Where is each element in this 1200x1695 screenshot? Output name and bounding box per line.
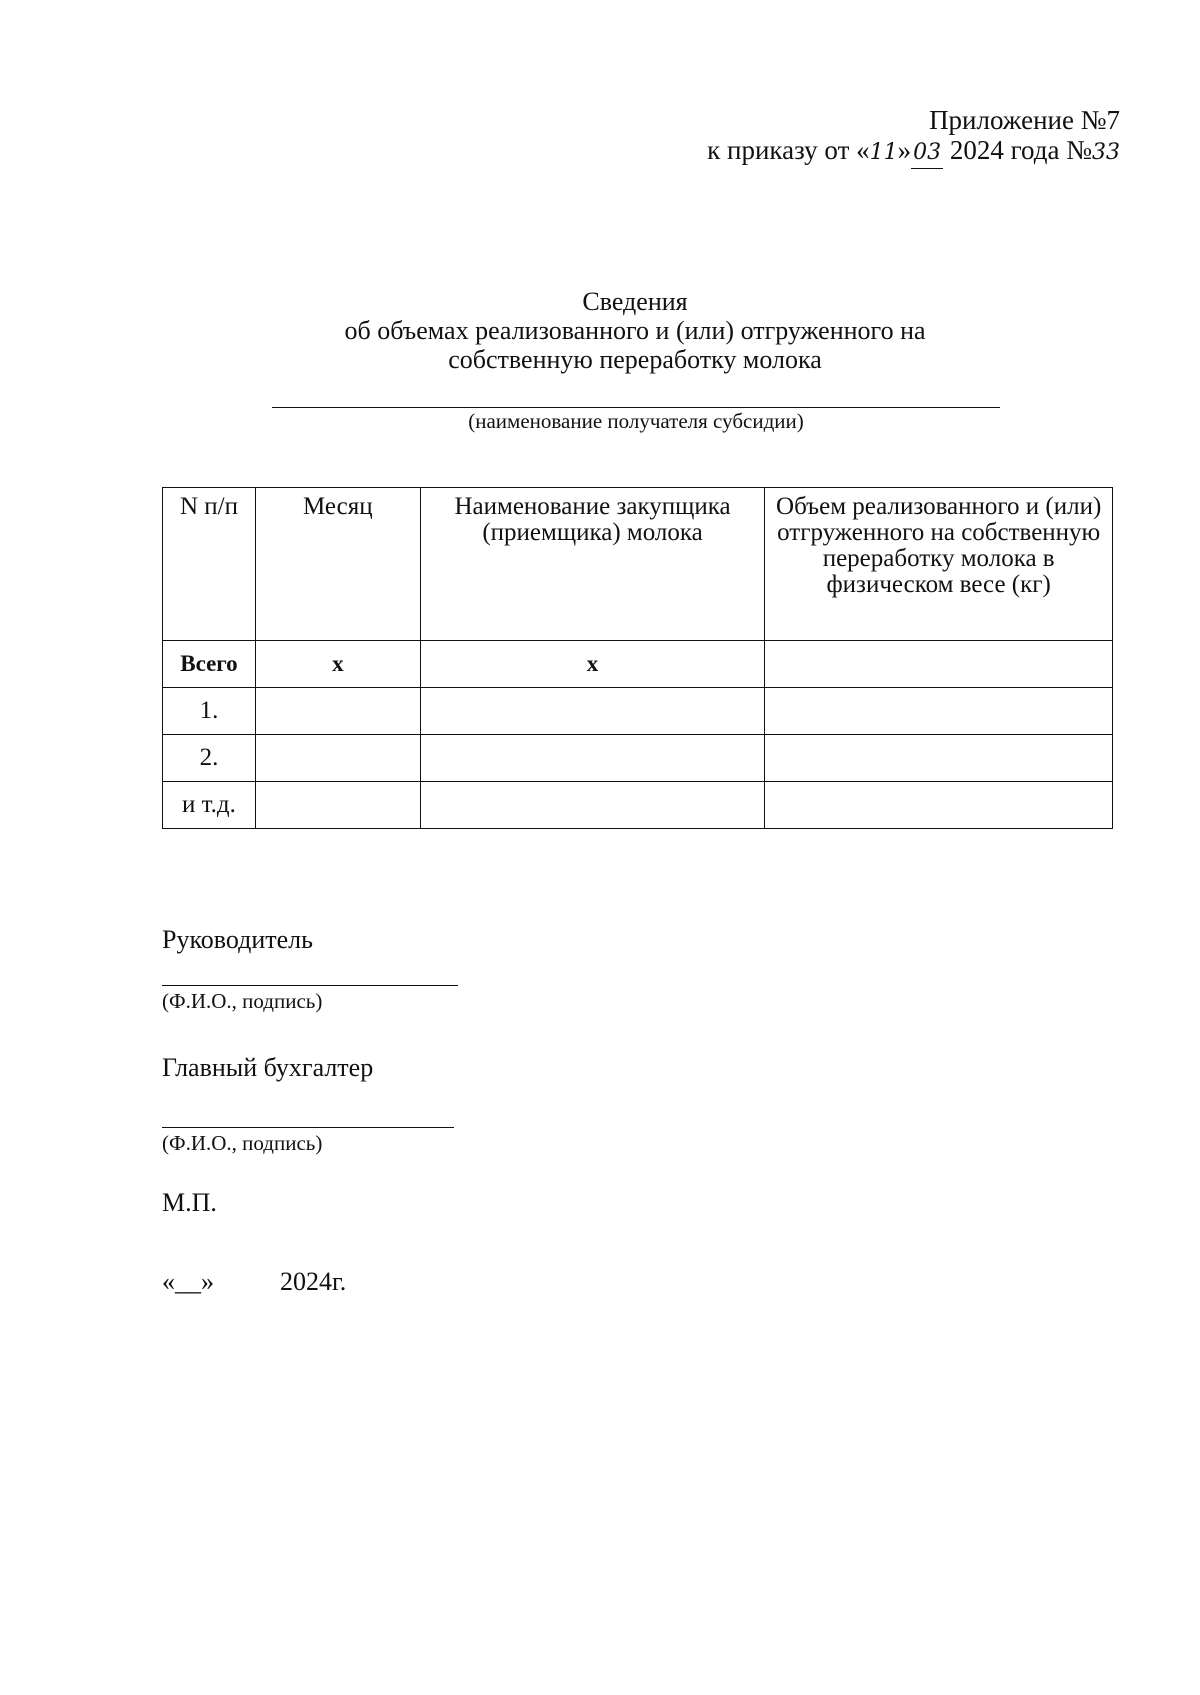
table-cell: x xyxy=(420,641,765,688)
recipient-label: (наименование получателя субсидии) xyxy=(468,409,804,433)
header-number: N п/п xyxy=(163,488,256,641)
table-cell: 1. xyxy=(163,688,256,735)
table-cell: Всего xyxy=(163,641,256,688)
document-title xyxy=(0,287,1200,374)
table-row xyxy=(163,688,1113,735)
title-line-3: собственную переработку молока xyxy=(448,345,822,374)
title-line-2: об объемах реализованного и (или) отгруженного на xyxy=(344,316,926,345)
order-year-text: 2024 года № xyxy=(943,135,1092,165)
table-row xyxy=(163,641,1113,688)
table-cell xyxy=(255,688,420,735)
data-table xyxy=(162,487,1113,829)
table-cell xyxy=(255,782,420,829)
table-row xyxy=(163,735,1113,782)
table-cell xyxy=(765,688,1113,735)
table-cell xyxy=(765,735,1113,782)
table-cell xyxy=(420,735,765,782)
order-number: 33 xyxy=(1092,140,1120,165)
table-row xyxy=(163,782,1113,829)
order-day-close: » xyxy=(897,135,912,165)
table-header-row xyxy=(163,488,1113,641)
accountant-label: Главный бухгалтер xyxy=(162,1053,374,1082)
order-month: 03 xyxy=(911,138,943,169)
order-day: 11 xyxy=(869,140,898,165)
table-cell: и т.д. xyxy=(163,782,256,829)
table-cell xyxy=(255,735,420,782)
head-signature-line xyxy=(162,985,458,986)
header-volume: Объем реализованного и (или) отгруженного на собственную переработку молока в физическом весе (кг) xyxy=(765,488,1113,641)
date-quote: «__» xyxy=(162,1267,214,1296)
table-cell xyxy=(420,782,765,829)
accountant-signature-line xyxy=(162,1127,454,1128)
head-caption: (Ф.И.О., подпись) xyxy=(162,989,323,1013)
stamp-place: М.П. xyxy=(162,1188,217,1217)
appendix-order-line xyxy=(707,135,1120,169)
table-cell: x xyxy=(255,641,420,688)
title-line-1: Сведения xyxy=(582,287,688,316)
header-month: Месяц xyxy=(255,488,420,641)
appendix-title: Приложение №7 xyxy=(929,105,1120,135)
date-year: 2024г. xyxy=(280,1267,347,1296)
appendix-header xyxy=(707,105,1120,169)
accountant-caption: (Ф.И.О., подпись) xyxy=(162,1131,323,1155)
table-cell xyxy=(420,688,765,735)
head-label: Руководитель xyxy=(162,925,313,954)
order-prefix: к приказу от « xyxy=(707,135,870,165)
recipient-name-line xyxy=(272,407,1000,408)
table-cell xyxy=(765,782,1113,829)
table-cell: 2. xyxy=(163,735,256,782)
header-buyer: Наименование закупщика (приемщика) молока xyxy=(420,488,765,641)
table-cell xyxy=(765,641,1113,688)
